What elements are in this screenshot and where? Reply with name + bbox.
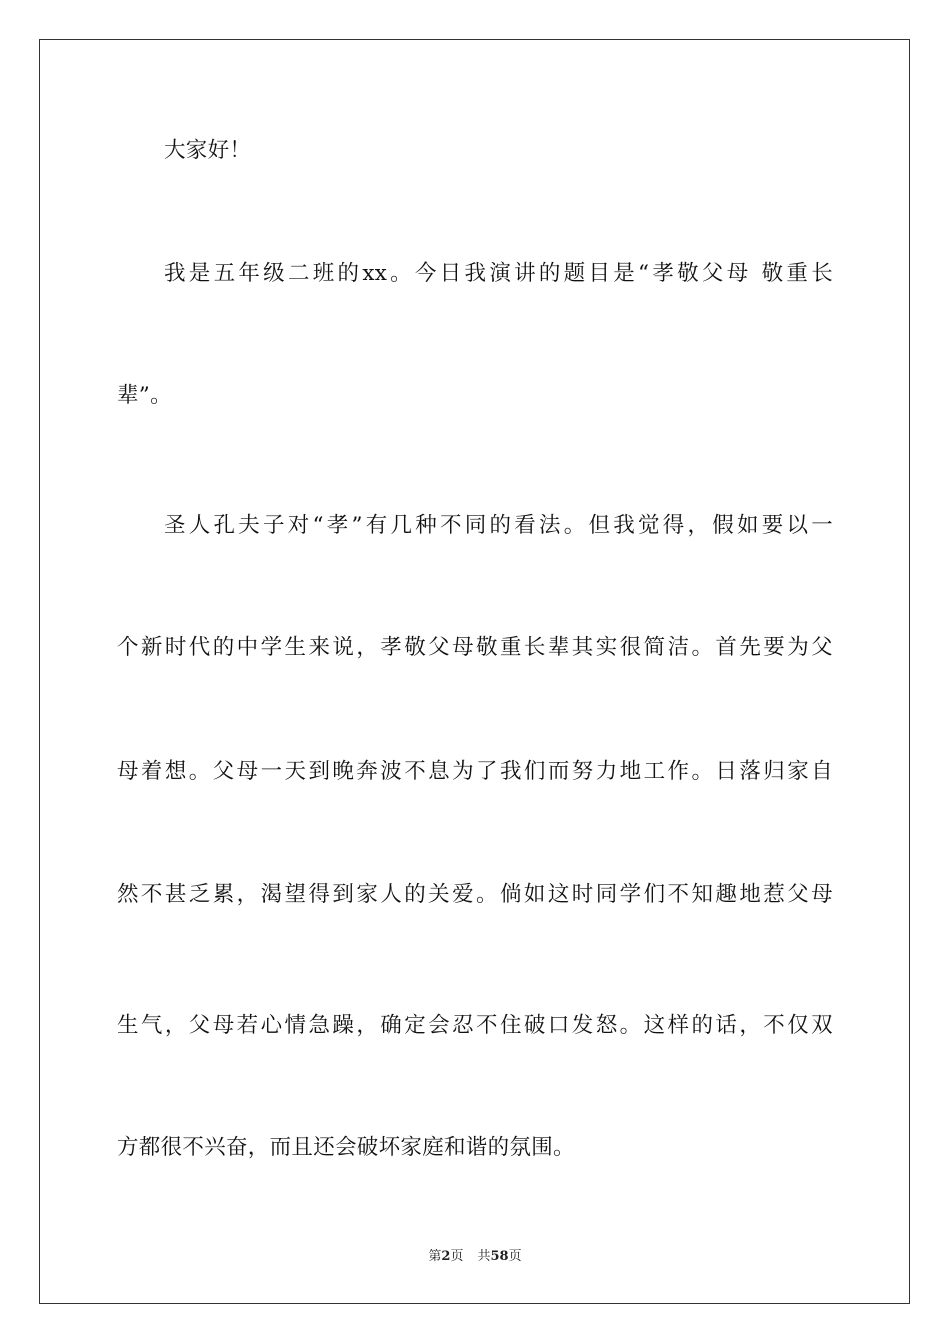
- paragraph-2-line-6: 方都很不兴奋，而且还会破坏家庭和谐的氛围。: [117, 1135, 575, 1160]
- page-number: 2: [441, 1249, 451, 1264]
- paragraph-2-line-2: 个新时代的中学生来说，孝敬父母敬重长辈其实很简洁。首先要为父: [117, 635, 833, 660]
- paragraph-2-line-5: 生气，父母若心情急躁，确定会忍不住破口发怒。这样的话，不仅双: [117, 1013, 833, 1038]
- total-suffix: 页: [508, 1249, 522, 1264]
- page-prefix: 第: [428, 1249, 442, 1264]
- page-suffix: 页: [450, 1249, 464, 1264]
- page-footer: [0, 1248, 950, 1266]
- paragraph-2-line-1: 圣人孔夫子对“孝”有几种不同的看法。但我觉得，假如要以一: [164, 513, 833, 538]
- page-border: [39, 39, 910, 1304]
- greeting-line: 大家好！: [164, 138, 252, 163]
- paragraph-1-line-1: 我是五年级二班的xx。今日我演讲的题目是“孝敬父母 敬重长: [164, 261, 833, 286]
- paragraph-2-line-3: 母着想。父母一天到晚奔波不息为了我们而努力地工作。日落归家自: [117, 759, 833, 784]
- paragraph-2-line-4: 然不甚乏累，渴望得到家人的关爱。倘如这时同学们不知趣地惹父母: [117, 882, 833, 907]
- total-prefix: 共: [477, 1249, 491, 1264]
- paragraph-1-line-2: 辈”。: [117, 383, 172, 408]
- total-pages: 58: [490, 1249, 509, 1264]
